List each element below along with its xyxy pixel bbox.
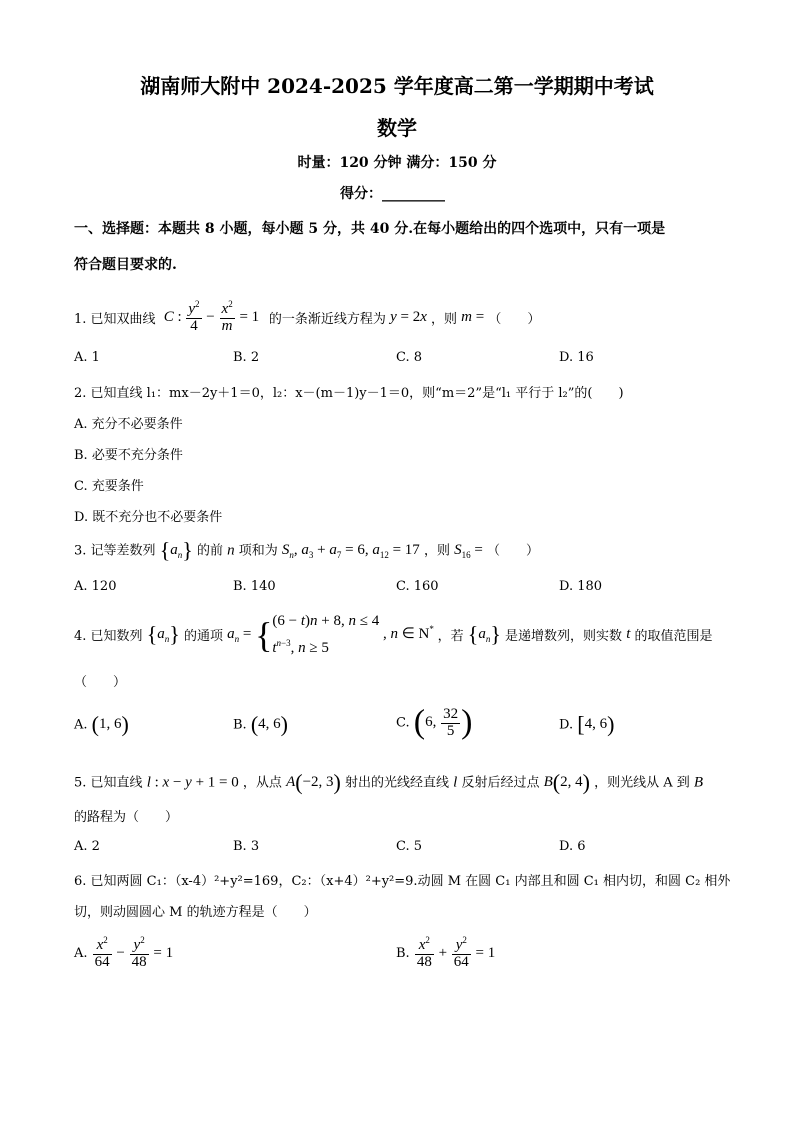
q3-mid1: 的前 <box>196 543 223 559</box>
q6-option-a-label: A. <box>74 945 88 961</box>
q4-option-d-label: D. <box>559 717 574 733</box>
q3-seq: $\{a_n\}$ <box>159 538 193 563</box>
q5-point-b: B(2, 4) <box>543 770 590 795</box>
q6-option-b[interactable] <box>396 936 495 971</box>
q4-option-c[interactable] <box>396 704 472 742</box>
q1-hyperbola-eq: C : $\frac{y^2}{4}$ − $\frac{x^2}{m}$ = 1 <box>163 299 263 334</box>
q1-m-eq: m = <box>461 308 485 325</box>
question-3 <box>74 538 539 564</box>
q4-option-a-math: (1, 6) <box>91 712 129 737</box>
subject-title: 数学 <box>377 116 417 140</box>
q4-option-b-label: B. <box>233 717 247 733</box>
q3-option-d[interactable]: D. 180 <box>559 579 603 594</box>
q2-option-a[interactable]: A. 充分不必要条件 <box>74 417 183 432</box>
q3-target: $S_{16}$ = <box>454 542 483 561</box>
q5-prefix: 5. 已知直线 <box>74 775 143 791</box>
q4-mid2: ，若 <box>437 629 464 644</box>
q1-blank: （ ） <box>488 311 541 327</box>
q1-option-a[interactable]: A. 1 <box>74 350 100 365</box>
q3-condition: $S_n$, $a_3 + a_7 = 6$, $a_{12} = 17$ <box>281 542 420 561</box>
q6-option-b-label: B. <box>396 945 410 961</box>
q4-option-a-label: A. <box>74 717 88 733</box>
q3-blank: （ ） <box>486 543 539 559</box>
q5-point-a: A(−2, 3) <box>286 770 341 795</box>
q4-t: t <box>626 626 631 642</box>
q5-mid2: 射出的光线经直线 <box>345 775 450 791</box>
q3-option-c[interactable]: C. 160 <box>396 579 439 594</box>
q5-suffix: ，则光线从 A 到 <box>594 775 690 791</box>
q5-option-c[interactable]: C. 5 <box>396 839 423 854</box>
q3-suffix: ，则 <box>423 543 450 559</box>
q4-suffix2: 的取值范围是 <box>634 629 713 644</box>
question-6-line2: 切，则动圆圆心 M 的轨迹方程是（ ） <box>74 905 317 920</box>
q2-option-c[interactable]: C. 充要条件 <box>74 479 144 494</box>
q4-seq: $\{a_n\}$ <box>146 621 180 647</box>
q3-option-a[interactable]: A. 120 <box>74 579 117 594</box>
question-1 <box>74 300 540 335</box>
score-field <box>340 183 445 203</box>
q2-option-d[interactable]: D. 既不充分也不必要条件 <box>74 510 223 525</box>
q5-l: l <box>453 774 458 791</box>
q4-option-d[interactable] <box>559 712 614 738</box>
question-4 <box>74 610 713 659</box>
q3-option-b[interactable]: B. 140 <box>233 579 276 594</box>
q4-option-b[interactable] <box>233 712 288 738</box>
q5-line2: 的路程为（ ） <box>74 810 179 825</box>
q6-option-a[interactable] <box>74 936 173 971</box>
q2-option-b[interactable]: B. 必要不充分条件 <box>74 448 183 463</box>
q4-option-a[interactable] <box>74 712 129 738</box>
q1-option-d[interactable]: D. 16 <box>559 350 594 365</box>
q1-asymptote: y = 2x <box>390 308 427 325</box>
q4-option-b-math: (4, 6) <box>250 712 288 737</box>
exam-title: 湖南师大附中 2024-2025 学年度高二第一学期期中考试 <box>140 74 654 98</box>
question-2: 2. 已知直线 l₁：mx－2y＋1＝0，l₂：x－(m－1)y－1＝0，则“m＝2”是“l₁ 平行于 l₂”的( ) <box>74 386 624 401</box>
q3-n: n <box>227 542 235 559</box>
q5-line: l : x − y + 1 = 0 <box>146 774 239 791</box>
score-blank: _________ <box>382 186 445 202</box>
q1-suffix: ，则 <box>431 311 458 327</box>
question-5 <box>74 770 703 796</box>
q4-piecewise: $a_n$ = { (6 − t)n + 8, n ≤ 4 $t^{n-3}$, n ≥ 5 , n ∈ N* <box>227 613 434 656</box>
q3-mid2: 项和为 <box>238 543 278 559</box>
q4-option-d-math: [4, 6) <box>577 712 615 737</box>
q4-mid1: 的通项 <box>183 629 223 644</box>
q1-option-b[interactable]: B. 2 <box>233 350 260 365</box>
q4-option-c-label: C. <box>396 715 410 731</box>
q5-mid3: 反射后经过点 <box>461 775 540 791</box>
q4-seq-2: $\{a_n\}$ <box>467 621 501 647</box>
score-label: 得分： <box>340 186 382 202</box>
q4-prefix: 4. 已知数列 <box>74 629 143 644</box>
question-6-line1: 6. 已知两圆 C₁：（x-4）²+y²=169，C₂：（x+4）²+y²=9.动圆 M 在圆 C₁ 内部且和圆 C₁ 相内切，和圆 C₂ 相外 <box>74 874 731 889</box>
q3-prefix: 3. 记等差数列 <box>74 543 156 559</box>
q1-prefix: 1. 已知双曲线 <box>74 311 156 327</box>
q5-mid1: ，从点 <box>242 775 282 791</box>
q5-option-d[interactable]: D. 6 <box>559 839 586 854</box>
section1-line2: 符合题目要求的. <box>74 257 177 273</box>
q6-option-a-math: $\frac{x^2}{64}$ − $\frac{y^2}{48}$ = 1 <box>94 935 174 970</box>
q1-option-c[interactable]: C. 8 <box>396 350 423 365</box>
q4-suffix: 是递增数列，则实数 <box>505 629 623 644</box>
section1-line1: 一、选择题：本题共 8 小题，每小题 5 分，共 40 分.在每小题给出的四个选项中，只有一项是 <box>74 221 666 237</box>
q5-option-b[interactable]: B. 3 <box>233 839 260 854</box>
q1-mid: 的一条渐近线方程为 <box>268 311 386 327</box>
q4-option-c-math: (6, $\frac{32}{5}$ ) <box>413 704 473 741</box>
q4-blank: （ ） <box>74 675 127 690</box>
time-info: 时量：120 分钟 满分：150 分 <box>297 155 497 171</box>
q5-b: B <box>693 774 704 791</box>
q6-option-b-math: $\frac{x^2}{48}$ + $\frac{y^2}{64}$ = 1 <box>416 935 496 970</box>
q5-option-a[interactable]: A. 2 <box>74 839 100 854</box>
